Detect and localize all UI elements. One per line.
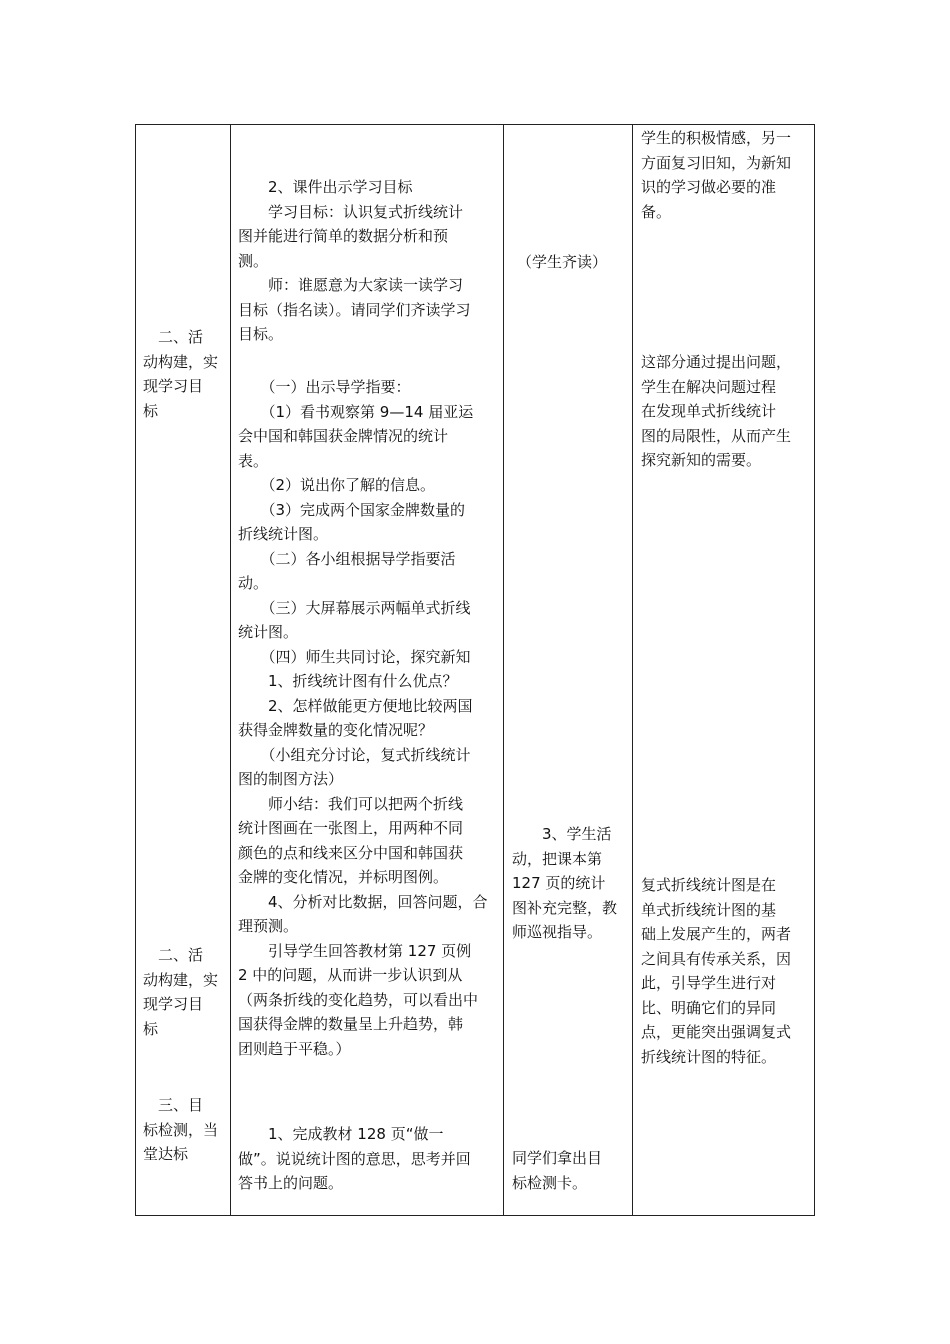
text-line: 此，引导学生进行对 [641,974,777,992]
text-line: 127 页的统计 [512,874,606,892]
text-line: 国获得金牌的数量呈上升趋势，韩 [238,1015,464,1033]
text-line: 1、完成教材 128 页“做一 [238,1125,444,1143]
text-line: 师巡视指导。 [512,923,603,941]
text-line: 学生在解决问题过程 [641,377,777,396]
stage-label-target-detection [143,1093,218,1167]
text-line: 现学习目 [143,377,204,395]
text-line: 3、学生活 [512,825,612,843]
text-line: 同学们拿出目 [512,1149,603,1167]
text-line: （1）看书观察第 9—14 届亚运 [238,402,474,421]
text-line: （学生齐读） [517,253,608,271]
text-line: 2 中的问题，从而讲一步认识到从 [238,966,463,984]
stage-label-activity-construction-2 [143,943,218,1041]
column-divider [632,125,633,1215]
text-line: 复式折线统计图是在 [641,876,777,894]
text-line: 这部分通过提出问题， [641,353,792,371]
text-line: 点，更能突出强调复式 [641,1023,792,1041]
text-line: 引导学生回答教材第 127 页例 [238,941,472,960]
text-line: 金牌的变化情况，并标明图例。 [238,868,449,886]
text-line: （二）各小组根据导学指要活 [238,549,456,568]
text-line: 目标。 [238,325,284,343]
text-line: 二、活 [143,328,204,346]
text-line: 动，把课本第 [512,849,603,868]
text-line: （三）大屏幕展示两幅单式折线 [238,598,471,617]
text-line: 折线统计图。 [238,525,329,543]
teacher-activity-practice [238,1122,471,1196]
text-line: 统计图画在一张图上，用两种不同 [238,819,464,837]
text-line: 探究新知的需要。 [641,451,762,469]
text-line: 统计图。 [238,623,299,641]
text-line: 标检测，当 [143,1120,219,1139]
text-line: 二、活 [143,946,204,964]
text-line: 会中国和韩国获金牌情况的统计 [238,427,449,445]
text-line: 1、折线统计图有什么优点？ [238,672,458,690]
text-line: 图补充完整，教 [512,898,618,917]
stage-label-activity-construction [143,325,218,423]
text-line: （四）师生共同讨论，探究新知 [238,647,471,666]
text-line: 学习目标：认识复式折线统计 [238,202,464,221]
text-line: （小组充分讨论，复式折线统计 [238,745,471,764]
text-line: 师：谁愿意为大家读一读学习 [238,276,464,294]
text-line: 比、明确它们的异同 [641,998,777,1017]
text-line: 在发现单式折线统计 [641,402,777,420]
column-divider [503,125,504,1215]
text-line: 堂达标 [143,1145,189,1163]
student-activity-test-card [512,1146,602,1195]
text-line: （两条折线的变化趋势，可以看出中 [238,990,479,1009]
text-line: 础上发展产生的，两者 [641,925,792,943]
text-line: 折线统计图的特征。 [641,1047,777,1066]
text-line: 单式折线统计图的基 [641,900,777,919]
column-divider [230,125,231,1215]
student-activity-complete-chart [512,822,617,945]
text-line: 测。 [238,251,269,270]
text-line: 图的制图方法） [238,770,344,788]
text-line: 图的局限性，从而产生 [641,426,792,445]
text-line: 动。 [238,574,269,592]
design-intent-review [641,126,791,224]
text-line: 理预测。 [238,917,299,935]
text-line: 识的学习做必要的准 [641,178,777,196]
text-line: 师小结：我们可以把两个折线 [238,794,464,813]
text-line: 备。 [641,202,672,221]
text-line: 三、目 [143,1096,204,1114]
text-line: 团则趋于平稳。） [238,1039,351,1058]
text-line: 图并能进行简单的数据分析和预 [238,227,449,245]
text-line: 颜色的点和线来区分中国和韩国获 [238,843,464,862]
student-activity-read-aloud [517,250,607,275]
text-line: （2）说出你了解的信息。 [238,476,436,494]
text-line: 表。 [238,451,269,470]
text-line: 之间具有传承关系，因 [641,949,792,968]
text-line: 标检测卡。 [512,1173,588,1192]
text-line: （3）完成两个国家金牌数量的 [238,500,466,519]
text-line: 学生的积极情感，另一 [641,129,792,147]
text-line: （一）出示导学指要： [238,378,411,396]
text-line: 答书上的问题。 [238,1174,344,1192]
text-line: 动构建，实 [143,352,219,371]
text-line: 方面复习旧知，为新知 [641,153,792,172]
design-intent-problem [641,350,791,473]
text-line: 目标（指名读）。请同学们齐读学习 [238,300,471,319]
text-line: 2、课件出示学习目标 [238,178,413,196]
design-intent-compound-chart [641,873,791,1069]
text-line: 标 [143,1019,159,1038]
teacher-activity-guided-learning [238,375,488,1061]
text-line: 4、分析对比数据，回答问题，合 [238,892,488,911]
teacher-activity-learning-goal [238,175,471,347]
text-line: 获得金牌数量的变化情况呢？ [238,721,434,739]
text-line: 做”。说说统计图的意思，思考并回 [238,1149,471,1168]
text-line: 动构建，实 [143,970,219,989]
text-line: 标 [143,401,159,420]
text-line: 2、怎样做能更方便地比较两国 [238,696,473,715]
text-line: 现学习目 [143,995,204,1013]
